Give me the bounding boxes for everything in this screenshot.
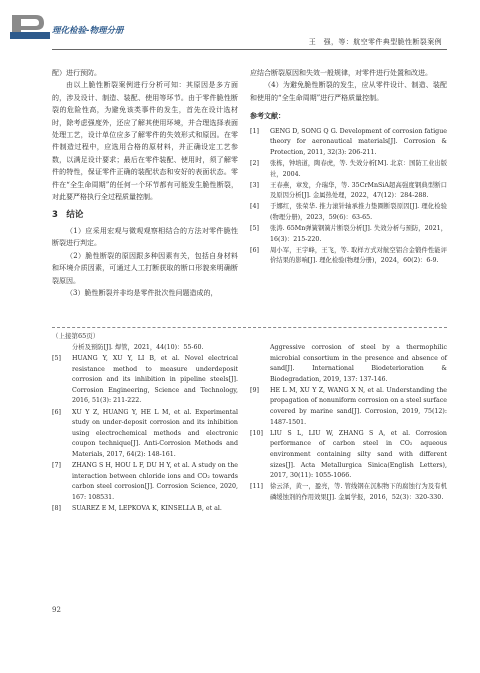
reference-item	[250, 343, 447, 385]
journal-logo	[10, 13, 180, 41]
section-divider	[52, 327, 447, 328]
reference-number: [4]	[250, 203, 259, 211]
left-column	[52, 67, 238, 299]
reference-number: [5]	[250, 224, 259, 232]
reference-text: HUANG Y, XU Y, LI B, et al. Novel electrical resistance method to measure underdeposit corrosion and its inhibition in pipeline steels[J]. Corrosion Engineering, Science and Technology, 2016, 51(3): 211-222.	[72, 355, 238, 405]
reference-number: [7]	[52, 462, 61, 470]
references-title: 参考文献：	[250, 112, 285, 121]
running-title: 王 强，等：航空零件典型脆性断裂案例	[308, 38, 442, 46]
right-column	[250, 67, 447, 267]
reference-text: HE L M, XU Y Z, WANG X N, et al. Understanding the propagation of nonuniform corrosion on a steel surface covered by marine sand[J]. Corrosion, 2019, 75(12): 1487-1501.	[270, 386, 447, 426]
reference-number: [6]	[250, 246, 259, 254]
header-rule	[52, 49, 447, 50]
reference-number: [11]	[250, 483, 263, 491]
page-number: 92	[52, 606, 61, 614]
reference-text: 分析及预防[J]. 焊管，2021，44(10)：55-60.	[72, 344, 204, 351]
body-paragraph: （4）为避免脆性断裂的发生，应从零件设计、制造、装配和使用的“全生命周期”进行严格质量控制。	[250, 81, 447, 102]
reference-number: [6]	[52, 408, 61, 416]
reference-text: 于娜红，张荣华. 推力滚针轴承推力垫圈断裂原因[J]. 理化检验(物理分册)，2023，59(6)：63-65.	[270, 203, 447, 221]
body-paragraph: 配）进行预防。	[52, 69, 101, 77]
reference-text: LIU S L, LIU W, ZHANG S A, et al. Corrosion performance of carbon steel in CO₂ aqueous environment containing silty sand with different sizes[J]. Acta Metallurgica Sinica(English Letters), 2017, 30(11): 1055-1066.	[270, 429, 447, 480]
reference-number: [5]	[52, 355, 61, 363]
reference-number: [3]	[250, 181, 259, 189]
reference-number: [1]	[250, 127, 259, 135]
reference-item	[250, 246, 447, 267]
reference-list	[250, 127, 447, 267]
reference-item	[250, 202, 447, 223]
reference-item	[250, 127, 447, 159]
reference-item	[250, 386, 447, 428]
conclusion-item: （1）应采用宏观与微观观察相结合的方法对零件脆性断裂进行判定。	[52, 226, 238, 248]
reference-text: XU Y Z, HUANG Y, HE L M, et al. Experimental study on under-deposit corrosion and its inhibition using electrochemical methods and electronic coupon technique[J]. Anti-Corrosion Methods and Materials, 2017, 64(2): 148-161.	[72, 408, 238, 458]
reference-item	[52, 461, 238, 503]
reference-item	[52, 343, 238, 354]
reference-text: 张栋，钟培道，陶春虎，等. 失效分析[M]. 北京：国防工业出版社，2004.	[270, 159, 447, 178]
journal-logo-text: 理化检验-物理分册	[52, 26, 124, 36]
conclusion-item: （3）脆性断裂并非均是零件批次性问题造成的，	[66, 288, 218, 297]
reference-item	[52, 354, 238, 407]
reference-text: Aggressive corrosion of steel by a thermophilic microbial consortium in the presence and absence of sand[J]. International Biodeterioration & Biodegradation, 2019, 137: 137-146.	[270, 344, 447, 383]
reference-text: SUAREZ E M, LEPKOVA K, KINSELLA B, et al.	[72, 504, 222, 512]
continued-references-right	[250, 343, 447, 504]
reference-text: 周小军，王宇峰，王飞，等. 取样方式对航空铝合金锻件性能评价结果的影响[J]. 理化检验(物理分册)，2024，60(2)：6-9.	[270, 246, 447, 265]
reference-number: [9]	[250, 386, 259, 394]
reference-number	[250, 343, 270, 385]
reference-text: GENG D, SONG Q G. Development of corrosion fatigue theory for aeronautical materials[J]. Corrosion & Protection, 2011, 32(3): 206-211.	[270, 127, 447, 156]
reference-text: 王春燕，章发，介瑞华，等. 35CrMnSiA超高强度钢典型断口及原因分析[J]. 金属热处理，2022，47(12)：284-288.	[270, 181, 447, 200]
reference-text: ZHANG S H, HOU L F, DU H Y, et al. A study on the interaction between chloride ions and CO₂ towards carbon steel corrosion[J]. Corrosion Science, 2020, 167: 108531.	[72, 462, 238, 501]
reference-item	[250, 224, 447, 245]
reference-number: [2]	[250, 159, 259, 167]
reference-item	[52, 504, 238, 515]
reference-item	[250, 181, 447, 202]
continuation-note: （上接第65页）	[52, 332, 100, 340]
reference-item	[250, 482, 447, 503]
reference-item	[52, 408, 238, 461]
continued-references-left	[52, 343, 238, 515]
body-paragraph: 由以上脆性断裂案例进行分析可知：其原因是多方面的，涉及设计、制造、装配、使用等环节。由于零件脆性断裂的危险性高，为避免该类事件的发生，首先在设计选材时，除考虑强度外，还应了解其使用环境，并合理选择表面处理工艺，设计单位应多了解零件的失效形式和原因。在零件制造过程中，应选用合格的原材料，并正确设定工艺参数，以满足设计要求；最后在零件装配、使用时，须了解零件的特性，保证零件正确的装配状态和安好的表面状态。零件在“全生命周期”的任何一个环节都有可能发生脆性断裂，对此要严格执行全过程质量控制。	[52, 81, 238, 202]
reference-number: [10]	[250, 429, 263, 437]
reference-item	[250, 429, 447, 482]
conclusion-item: （2）脆性断裂的原因跟多种因素有关，包括自身材料和环境介质因素，可通过人工打断获取的断口形貌来明确断裂原因。	[52, 251, 238, 285]
reference-item	[250, 159, 447, 180]
reference-number: [8]	[52, 504, 61, 512]
section-title: 3 结论	[52, 210, 84, 221]
journal-logo-icon	[10, 13, 50, 39]
reference-text: 徐云泽，黄一，盈亮，等. 管线钢在沉积物下的腐蚀行为及有机磷缓蚀剂的作用效果[J]. 金属学报，2016，52(3)：320-330.	[270, 483, 447, 501]
reference-number	[52, 343, 72, 354]
body-paragraph: 应结合断裂原因和失效一般规律，对零件进行处置和改进。	[250, 69, 432, 77]
reference-text: 张涛. 65Mn弹簧钢簧片断裂分析[J]. 失效分析与预防，2021，16(3)：215-220.	[270, 224, 447, 243]
